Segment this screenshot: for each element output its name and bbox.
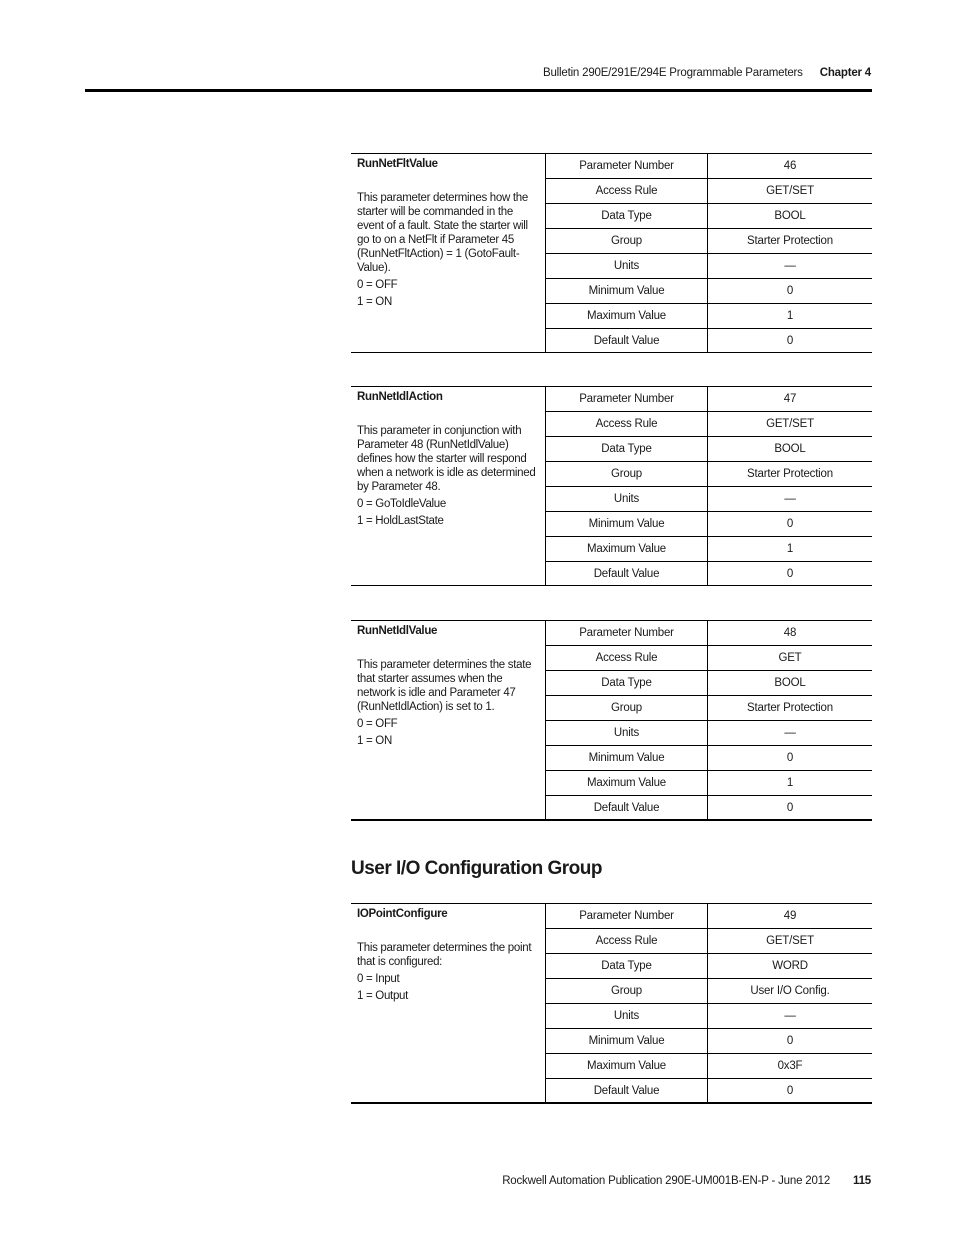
- param-description: This parameter determines the point that is configured:: [357, 942, 532, 968]
- table-row: [546, 179, 872, 204]
- param-option: 1 = Output: [357, 990, 409, 1002]
- table-row: [546, 1054, 872, 1079]
- attr-value: 48: [708, 621, 873, 646]
- attr-label: Parameter Number: [546, 154, 708, 179]
- table-row: [546, 671, 872, 696]
- table-row: [546, 229, 872, 254]
- attr-label: Data Type: [546, 437, 708, 462]
- attr-value: 49: [708, 904, 873, 929]
- attr-label: Parameter Number: [546, 621, 708, 646]
- attr-value: 46: [708, 154, 873, 179]
- section-title: User I/O Configuration Group: [351, 858, 602, 879]
- attr-label: Access Rule: [546, 412, 708, 437]
- attr-value: 0: [708, 512, 873, 537]
- param-description-cell: [351, 387, 546, 585]
- attr-value: 0: [708, 279, 873, 304]
- attr-value: 1: [708, 304, 873, 329]
- attr-label: Data Type: [546, 671, 708, 696]
- param-description-cell: [351, 904, 546, 1102]
- attr-value: 1: [708, 771, 873, 796]
- table-row: [546, 904, 872, 929]
- attr-label: Minimum Value: [546, 512, 708, 537]
- param-attributes-table: [546, 904, 872, 1103]
- attr-value: GET/SET: [708, 929, 873, 954]
- table-row: [546, 646, 872, 671]
- attr-label: Data Type: [546, 204, 708, 229]
- attr-label: Minimum Value: [546, 1029, 708, 1054]
- attr-value: 0: [708, 1029, 873, 1054]
- param-name: RunNetFltValue: [357, 158, 438, 170]
- table-row: [546, 512, 872, 537]
- attr-label: Units: [546, 1004, 708, 1029]
- table-row: [546, 537, 872, 562]
- attr-value: WORD: [708, 954, 873, 979]
- param-option: 0 = OFF: [357, 279, 398, 291]
- attr-value: BOOL: [708, 437, 873, 462]
- header-chapter: Chapter 4: [819, 67, 871, 79]
- table-row: [546, 254, 872, 279]
- table-row: [546, 1079, 872, 1104]
- table-row: [546, 696, 872, 721]
- attr-value: —: [708, 254, 873, 279]
- attr-label: Default Value: [546, 562, 708, 587]
- param-block-47: [351, 386, 872, 586]
- attr-label: Maximum Value: [546, 1054, 708, 1079]
- param-option: 1 = ON: [357, 296, 392, 308]
- attr-label: Units: [546, 721, 708, 746]
- table-row: [546, 979, 872, 1004]
- table-row: [546, 487, 872, 512]
- table-row: [546, 1004, 872, 1029]
- table-row: [546, 796, 872, 821]
- param-name: IOPointConfigure: [357, 908, 448, 920]
- attr-label: Data Type: [546, 954, 708, 979]
- attr-value: 0: [708, 746, 873, 771]
- attr-value: 0: [786, 568, 794, 580]
- attr-label: Default Value: [546, 1079, 708, 1104]
- attr-value: GET/SET: [708, 179, 873, 204]
- table-row: [546, 746, 872, 771]
- table-row: [546, 412, 872, 437]
- attr-value: 47: [708, 387, 873, 412]
- table-row: [546, 437, 872, 462]
- table-row: [546, 1029, 872, 1054]
- attr-label: Maximum Value: [546, 537, 708, 562]
- param-description: This parameter determines how the starter will be commanded in the event of a fault. State the starter will go to on a NetFlt if Parameter 45 (RunNetFltAction) = 1 (GotoFault-Value).: [357, 192, 528, 274]
- table-row: [546, 562, 872, 587]
- table-row: [546, 387, 872, 412]
- attr-label: Group: [546, 979, 708, 1004]
- attr-label: Default Value: [546, 329, 708, 354]
- attr-value: 1: [708, 537, 873, 562]
- table-row: [546, 329, 872, 354]
- attr-label: Default Value: [546, 796, 708, 821]
- attr-value: 0: [786, 802, 794, 814]
- table-row: [546, 721, 872, 746]
- attr-label: Minimum Value: [546, 279, 708, 304]
- param-block-49: [351, 903, 872, 1104]
- attr-label: Access Rule: [546, 646, 708, 671]
- table-row: [546, 771, 872, 796]
- attr-label: Units: [546, 254, 708, 279]
- param-description: This parameter in conjunction with Parameter 48 (RunNetIdlValue) defines how the starter will respond when a network is idle as determined by Parameter 48.: [357, 425, 536, 493]
- attr-value: GET/SET: [708, 412, 873, 437]
- attr-value: Starter Protection: [708, 696, 873, 721]
- param-name: RunNetIdlValue: [357, 625, 438, 637]
- attr-label: Maximum Value: [546, 771, 708, 796]
- table-row: [546, 929, 872, 954]
- param-option: 1 = ON: [357, 735, 392, 747]
- attr-label: Group: [546, 696, 708, 721]
- param-attributes-table: [546, 621, 872, 820]
- param-description-cell: [351, 154, 546, 352]
- attr-value: BOOL: [708, 671, 873, 696]
- attr-label: Parameter Number: [546, 904, 708, 929]
- attr-value: Starter Protection: [708, 462, 873, 487]
- attr-label: Parameter Number: [546, 387, 708, 412]
- attr-value: 0: [786, 1085, 794, 1097]
- table-row: [546, 279, 872, 304]
- attr-label: Maximum Value: [546, 304, 708, 329]
- attr-label: Group: [546, 462, 708, 487]
- attr-label: Access Rule: [546, 929, 708, 954]
- param-block-46: [351, 153, 872, 353]
- attr-value: User I/O Config.: [708, 979, 873, 1004]
- table-row: [546, 154, 872, 179]
- param-name: RunNetIdlAction: [357, 391, 443, 403]
- header-rule: [85, 89, 872, 92]
- attr-label: Group: [546, 229, 708, 254]
- param-option: 0 = OFF: [357, 718, 398, 730]
- attr-value: GET: [708, 646, 873, 671]
- param-block-48: [351, 620, 872, 821]
- page-header: [0, 67, 871, 79]
- footer-publication: Rockwell Automation Publication 290E-UM001B-EN-P - June 2012: [502, 1175, 831, 1187]
- table-row: [546, 621, 872, 646]
- attr-value: 0: [786, 335, 794, 347]
- page-footer: [0, 1175, 871, 1187]
- param-option: 0 = Input: [357, 973, 400, 985]
- table-row: [546, 304, 872, 329]
- attr-label: Units: [546, 487, 708, 512]
- page-number: 115: [853, 1175, 871, 1187]
- header-title: Bulletin 290E/291E/294E Programmable Parameters: [543, 67, 803, 79]
- attr-value: BOOL: [708, 204, 873, 229]
- table-row: [546, 204, 872, 229]
- table-row: [546, 954, 872, 979]
- attr-value: —: [708, 721, 873, 746]
- attr-label: Minimum Value: [546, 746, 708, 771]
- param-description: This parameter determines the state that starter assumes when the network is idle and Parameter 47 (RunNetIdlAction) is set to 1.: [357, 659, 532, 713]
- param-option: 1 = HoldLastState: [357, 515, 444, 527]
- table-row: [546, 462, 872, 487]
- param-description-cell: [351, 621, 546, 819]
- attr-value: 0x3F: [708, 1054, 873, 1079]
- param-attributes-table: [546, 154, 872, 353]
- attr-value: —: [708, 1004, 873, 1029]
- attr-value: —: [708, 487, 873, 512]
- attr-value: Starter Protection: [708, 229, 873, 254]
- param-attributes-table: [546, 387, 872, 586]
- attr-label: Access Rule: [546, 179, 708, 204]
- param-option: 0 = GoToIdleValue: [357, 498, 446, 510]
